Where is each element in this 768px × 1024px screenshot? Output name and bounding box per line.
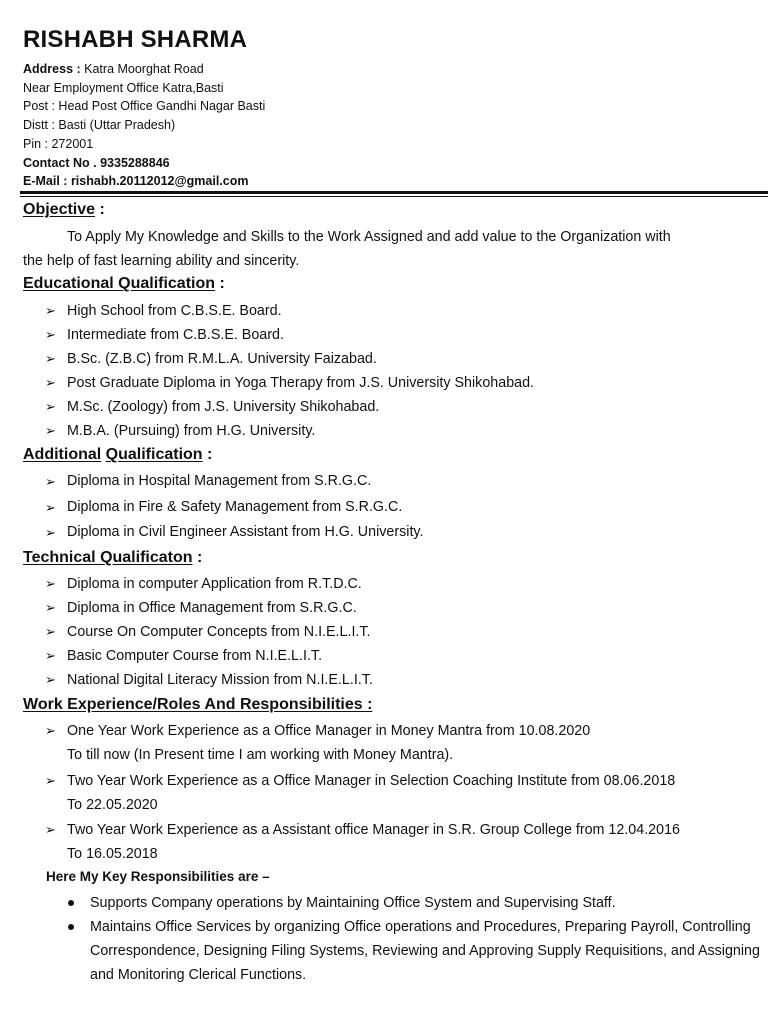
list-item: ➢ High School from C.B.S.E. Board. — [23, 299, 534, 323]
list-item: ➢ Basic Computer Course from N.I.E.L.I.T. — [23, 644, 373, 668]
responsibilities-list — [23, 891, 763, 987]
address-line-3: Post : Head Post Office Gandhi Nagar Basti — [23, 99, 266, 114]
address-line-2: Near Employment Office Katra,Basti — [23, 80, 224, 95]
address-line-4: Distt : Basti (Uttar Pradesh) — [23, 118, 176, 133]
list-item: ➢ Course On Computer Concepts from N.I.E.L.I.T. — [23, 620, 373, 644]
arrow-bullet-icon: ➢ — [45, 474, 56, 489]
arrow-bullet-icon: ➢ — [45, 600, 56, 615]
list-item: Supports Company operations by Maintaining Office System and Supervising Staff. — [23, 891, 763, 915]
work-item: ➢ Two Year Work Experience as a Assistant office Manager in S.R. Group College from 12.04.2016 To 16.05.2018 — [23, 818, 680, 866]
arrow-bullet-icon: ➢ — [45, 576, 56, 591]
list-item: ➢ Diploma in computer Application from R.T.D.C. — [23, 572, 373, 596]
arrow-bullet-icon: ➢ — [45, 772, 56, 788]
arrow-bullet-icon: ➢ — [45, 303, 56, 318]
key-responsibilities-heading: Here My Key Responsibilities are – — [46, 869, 270, 884]
round-bullet-icon — [68, 924, 74, 930]
work-item: ➢ One Year Work Experience as a Office Manager in Money Mantra from 10.08.2020 To till now (In Present time I am working with Money Mantra). — [23, 719, 680, 767]
email: E-Mail : rishabh.20112012@gmail.com — [23, 174, 249, 189]
additional-list — [23, 469, 423, 546]
education-title: Educational Qualification : — [23, 275, 225, 292]
work-item: ➢ Two Year Work Experience as a Office Manager in Selection Coaching Institute from 08.06.2018 To 22.05.2020 — [23, 769, 680, 817]
arrow-bullet-icon: ➢ — [45, 399, 56, 414]
list-item: ➢ Diploma in Office Management from S.R.G.C. — [23, 596, 373, 620]
arrow-bullet-icon: ➢ — [45, 375, 56, 390]
address-line-5: Pin : 272001 — [23, 136, 94, 151]
list-item: ➢ Diploma in Fire & Safety Management from S.R.G.C. — [23, 495, 423, 521]
objective-title: Objective : — [23, 201, 105, 218]
list-item: ➢ National Digital Literacy Mission from N.I.E.L.I.T. — [23, 668, 373, 692]
list-item: ➢ B.Sc. (Z.B.C) from R.M.L.A. University Faizabad. — [23, 347, 534, 371]
contact-number: Contact No . 9335288846 — [23, 155, 170, 170]
arrow-bullet-icon: ➢ — [45, 723, 56, 738]
arrow-bullet-icon: ➢ — [45, 423, 56, 438]
round-bullet-icon — [68, 900, 74, 906]
list-item: Maintains Office Services by organizing Office operations and Procedures, Preparing Payroll, Controlling Correspondence, Designing Filing Systems, Reviewing and Approving Supply Requisitions, and Assigning and Monitoring Clerical Functions. — [23, 915, 763, 987]
arrow-bullet-icon: ➢ — [45, 672, 56, 687]
list-item: ➢ M.Sc. (Zoology) from J.S. University Shikohabad. — [23, 395, 534, 419]
arrow-bullet-icon: ➢ — [45, 624, 56, 639]
arrow-bullet-icon: ➢ — [45, 822, 56, 837]
contact-block — [23, 60, 265, 191]
work-title: Work Experience/Roles And Responsibilities : — [23, 696, 373, 713]
list-item: ➢ M.B.A. (Pursuing) from H.G. University. — [23, 419, 534, 443]
objective-text: To Apply My Knowledge and Skills to the Work Assigned and add value to the Organization with the help of fast learning ability and sincerity. — [23, 229, 671, 269]
candidate-name: RISHABH SHARMA — [23, 26, 248, 53]
technical-list — [23, 572, 373, 692]
work-list — [23, 719, 680, 868]
arrow-bullet-icon: ➢ — [45, 648, 56, 663]
list-item: ➢ Post Graduate Diploma in Yoga Therapy from J.S. University Shikohabad. — [23, 371, 534, 395]
header-divider-thin — [20, 196, 768, 197]
arrow-bullet-icon: ➢ — [45, 525, 56, 540]
arrow-bullet-icon: ➢ — [45, 499, 56, 515]
arrow-bullet-icon: ➢ — [45, 351, 56, 366]
additional-title: Additional Qualification : — [23, 446, 213, 463]
technical-title: Technical Qualificaton : — [23, 549, 203, 566]
list-item: ➢ Diploma in Civil Engineer Assistant from H.G. University. — [23, 520, 423, 546]
list-item: ➢ Intermediate from C.B.S.E. Board. — [23, 323, 534, 347]
address-label: Address : — [23, 62, 81, 76]
arrow-bullet-icon: ➢ — [45, 327, 56, 342]
list-item: ➢ Diploma in Hospital Management from S.R.G.C. — [23, 469, 423, 495]
education-list — [23, 299, 534, 443]
address-line-1: Address : Katra Moorghat Road — [23, 62, 204, 76]
header-divider-thick — [20, 191, 768, 194]
